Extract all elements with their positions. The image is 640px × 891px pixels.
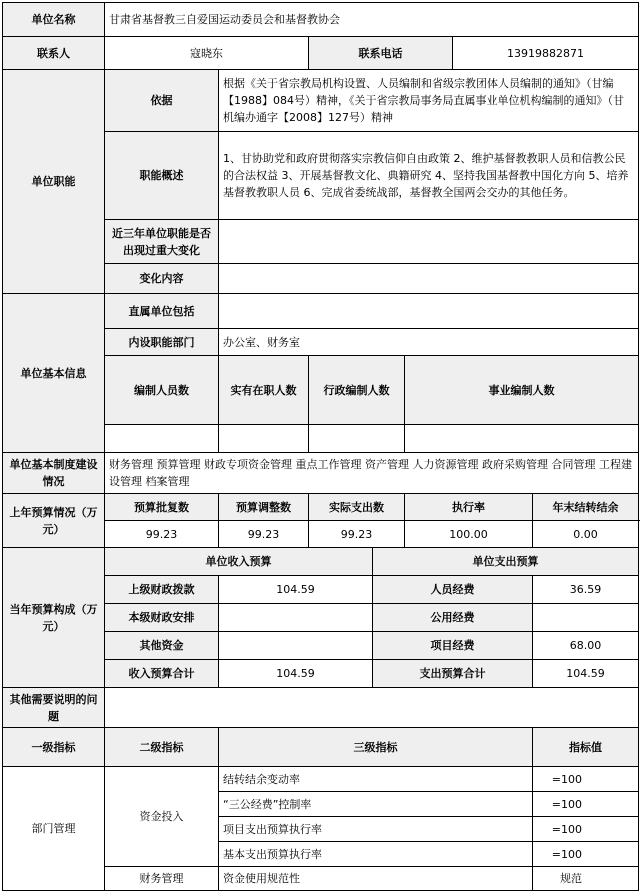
expense-value [533, 604, 639, 632]
unit-name-value: 甘肃省基督教三自爱国运动委员会和基督教协会 [105, 3, 639, 37]
last-year-value: 99.23 [309, 521, 405, 548]
last-year-header: 预算调整数 [219, 494, 309, 521]
last-year-header: 年末结转结余 [533, 494, 639, 521]
last-year-label: 上年预算情况（万元） [3, 494, 105, 548]
change-content-label: 变化内容 [105, 264, 219, 294]
income-label: 上级财政拨款 [105, 576, 219, 604]
expense-label: 公用经费 [373, 604, 533, 632]
basis-label: 依据 [105, 70, 219, 132]
indicator-level2: 资金投入 [105, 767, 219, 867]
income-header: 单位收入预算 [105, 548, 373, 576]
income-value: 104.59 [219, 660, 373, 688]
change-value [219, 220, 639, 264]
staff-header: 事业编制人数 [405, 356, 639, 425]
expense-value: 68.00 [533, 632, 639, 660]
indicator-value: =100 [533, 767, 639, 792]
phone-label: 联系电话 [309, 37, 453, 70]
indicator-level1: 部门管理 [3, 767, 105, 891]
income-label: 其他资金 [105, 632, 219, 660]
overview-text: 1、甘协助党和政府贯彻落实宗教信仰自由政策 2、维护基督教教职人员和信教公民的合法权益 3、开展基督教文化、典籍研究 4、坚持我国基督教中国化方向 5、培养基督教教职人员 6、完成省委统战部，基督教全国两会交办的其他任务。 [219, 132, 639, 220]
system-content: 财务管理 预算管理 财政专项资金管理 重点工作管理 资产管理 人力资源管理 政府采购管理 合同管理 工程建设管理 档案管理 [105, 453, 639, 494]
overview-label: 职能概述 [105, 132, 219, 220]
last-year-value: 99.23 [219, 521, 309, 548]
performance-table [2, 2, 639, 891]
indicator-value: 规范 [533, 867, 639, 891]
expense-label: 人员经费 [373, 576, 533, 604]
other-content [105, 688, 639, 728]
unit-name-label: 单位名称 [3, 3, 105, 37]
expense-value: 36.59 [533, 576, 639, 604]
expense-value: 104.59 [533, 660, 639, 688]
subordinate-label: 直属单位包括 [105, 294, 219, 329]
last-year-header: 实际支出数 [309, 494, 405, 521]
indicator-level3: “三公经费”控制率 [219, 792, 533, 817]
indicator-header-level1: 一级指标 [3, 728, 105, 767]
change-label: 近三年单位职能是否出现过重大变化 [105, 220, 219, 264]
staff-header: 实有在职人数 [219, 356, 309, 425]
income-value [219, 604, 373, 632]
indicator-header-level3: 三级指标 [219, 728, 533, 767]
basis-text: 根据《关于省宗教局机构设置、人员编制和省级宗教团体人员编制的通知》（甘编【1988】084号）精神，《关于省宗教局事务局直属事业单位机构编制的通知》（甘机编办通字【2008】127号）精神 [219, 70, 639, 132]
indicator-value: =100 [533, 817, 639, 842]
system-label: 单位基本制度建设情况 [3, 453, 105, 494]
staff-value [309, 425, 405, 453]
phone-value: 13919882871 [453, 37, 639, 70]
subordinate-value [219, 294, 639, 329]
current-year-label: 当年预算构成（万元） [3, 548, 105, 688]
indicator-level3: 项目支出预算执行率 [219, 817, 533, 842]
indicator-level3: 结转结余变动率 [219, 767, 533, 792]
indicator-header-level2: 二级指标 [105, 728, 219, 767]
expense-label: 支出预算合计 [373, 660, 533, 688]
staff-header: 编制人员数 [105, 356, 219, 425]
last-year-header: 预算批复数 [105, 494, 219, 521]
functions-section-label: 单位职能 [3, 70, 105, 294]
last-year-value: 99.23 [105, 521, 219, 548]
other-label: 其他需要说明的问题 [3, 688, 105, 728]
change-content-value [219, 264, 639, 294]
internal-dept-label: 内设职能部门 [105, 329, 219, 356]
income-label: 收入预算合计 [105, 660, 219, 688]
indicator-header-value: 指标值 [533, 728, 639, 767]
indicator-level3: 资金使用规范性 [219, 867, 533, 891]
basic-info-section-label: 单位基本信息 [3, 294, 105, 453]
indicator-level2: 财务管理 [105, 867, 219, 891]
income-value: 104.59 [219, 576, 373, 604]
internal-dept-value: 办公室、财务室 [219, 329, 639, 356]
staff-value [405, 425, 639, 453]
indicator-level3: 基本支出预算执行率 [219, 842, 533, 867]
contact-label: 联系人 [3, 37, 105, 70]
last-year-value: 100.00 [405, 521, 533, 548]
indicator-value: =100 [533, 792, 639, 817]
expense-header: 单位支出预算 [373, 548, 639, 576]
last-year-header: 执行率 [405, 494, 533, 521]
income-value [219, 632, 373, 660]
expense-label: 项目经费 [373, 632, 533, 660]
staff-value [219, 425, 309, 453]
indicator-value: =100 [533, 842, 639, 867]
staff-value [105, 425, 219, 453]
last-year-value: 0.00 [533, 521, 639, 548]
contact-value: 寇晓东 [105, 37, 309, 70]
staff-header: 行政编制人数 [309, 356, 405, 425]
income-label: 本级财政安排 [105, 604, 219, 632]
